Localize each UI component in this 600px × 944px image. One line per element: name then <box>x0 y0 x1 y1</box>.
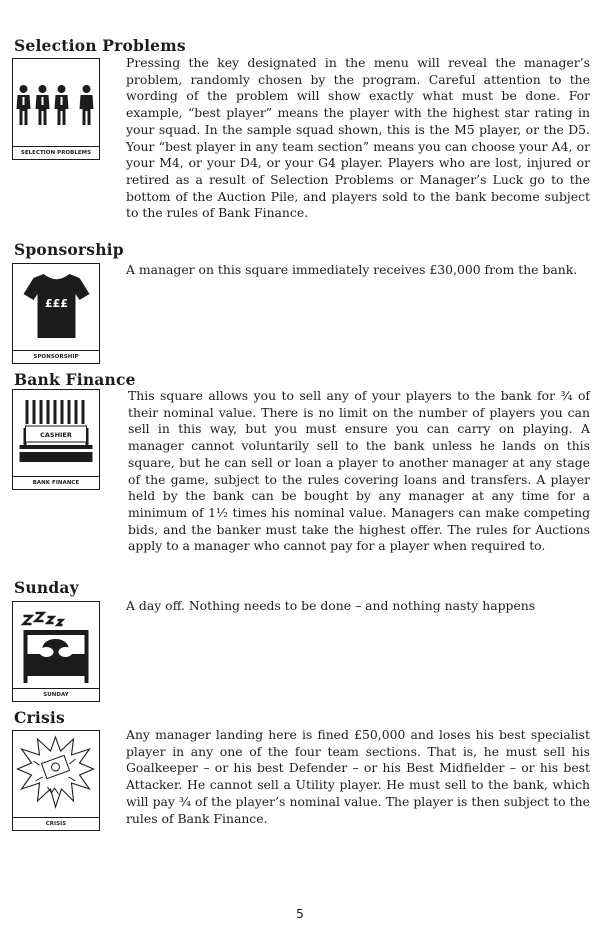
shirt-sponsor-text: £££ <box>45 297 68 310</box>
footballers-icon <box>13 59 99 147</box>
heading-selection-problems: Selection Problems <box>14 36 186 55</box>
crisis-burst-icon <box>13 731 99 819</box>
sunday-caption: SUNDAY <box>13 688 99 701</box>
selection-problems-caption: SELECTION PROBLEMS <box>13 146 99 159</box>
selection-problems-illustration <box>12 58 100 160</box>
bank-finance-illustration <box>12 389 100 490</box>
bank-finance-caption: BANK FINANCE <box>13 476 99 489</box>
heading-sunday: Sunday <box>14 578 79 597</box>
sponsorship-caption: SPONSORSHIP <box>13 350 99 363</box>
sunday-illustration <box>12 601 100 702</box>
crisis-text: Any manager landing here is fined £50,000 and loses his best specialist player in any one of the four team sections. That is, he must sell his Goalkeeper – or his best Defender – or his Best Midfielder – or his best Attacker. He cannot sell a Utility player. He must sell to the bank, which will pay ¾ of the player’s nominal value. The player is then subject to the rules of Bank Finance. <box>126 727 590 826</box>
sleeping-bed-icon <box>13 602 99 690</box>
page-number: 5 <box>296 906 304 921</box>
sponsorship-illustration <box>12 263 100 364</box>
heading-bank-finance: Bank Finance <box>14 370 136 389</box>
bank-finance-text: This square allows you to sell any of your players to the bank for ¾ of their nominal value. There is no limit on the number of players you can sell in this way, but you must ensure you can carry on playing. A manager cannot voluntarily sell to the bank unless he lands on this square, but he can sell or loan a player to another manager at any stage of the game, subject to the rules covering loans and transfers. A player held by the bank can be bought by any manager at any time for a minimum of 1½ times his nominal value. Managers can make competing bids, and the banker must take the highest offer. The rules for Auctions apply to a manager who cannot pay for a player when required to. <box>128 388 590 554</box>
shirt-icon <box>13 264 99 352</box>
selection-problems-text: Pressing the key designated in the menu will reveal the manager’s problem, randomly chosen by the program. Careful attention to the wording of the problem will show exactly what must be done. For example, “best player” means the player with the highest star rating in your squad. In the sample squad shown, this is the M5 player, or the D5. Your “best player in any team section” means you can choose your A4, or your M4, or your D4, or your G4 player. Players who are lost, injured or retired as a result of Selection Problems or Manager’s Luck go to the bottom of the Auction Pile, and players sold to the bank become subject to the rules of Bank Finance. <box>126 55 590 221</box>
sponsorship-text: A manager on this square immediately receives £30,000 from the bank. <box>126 262 578 277</box>
crisis-caption: CRISIS <box>13 817 99 830</box>
sunday-text: A day off. Nothing needs to be done – and nothing nasty happens <box>126 598 536 613</box>
heading-sponsorship: Sponsorship <box>14 240 124 259</box>
cashier-icon <box>13 390 99 478</box>
heading-crisis: Crisis <box>14 708 65 727</box>
crisis-illustration <box>12 730 100 831</box>
cashier-label: CASHIER <box>40 431 72 439</box>
